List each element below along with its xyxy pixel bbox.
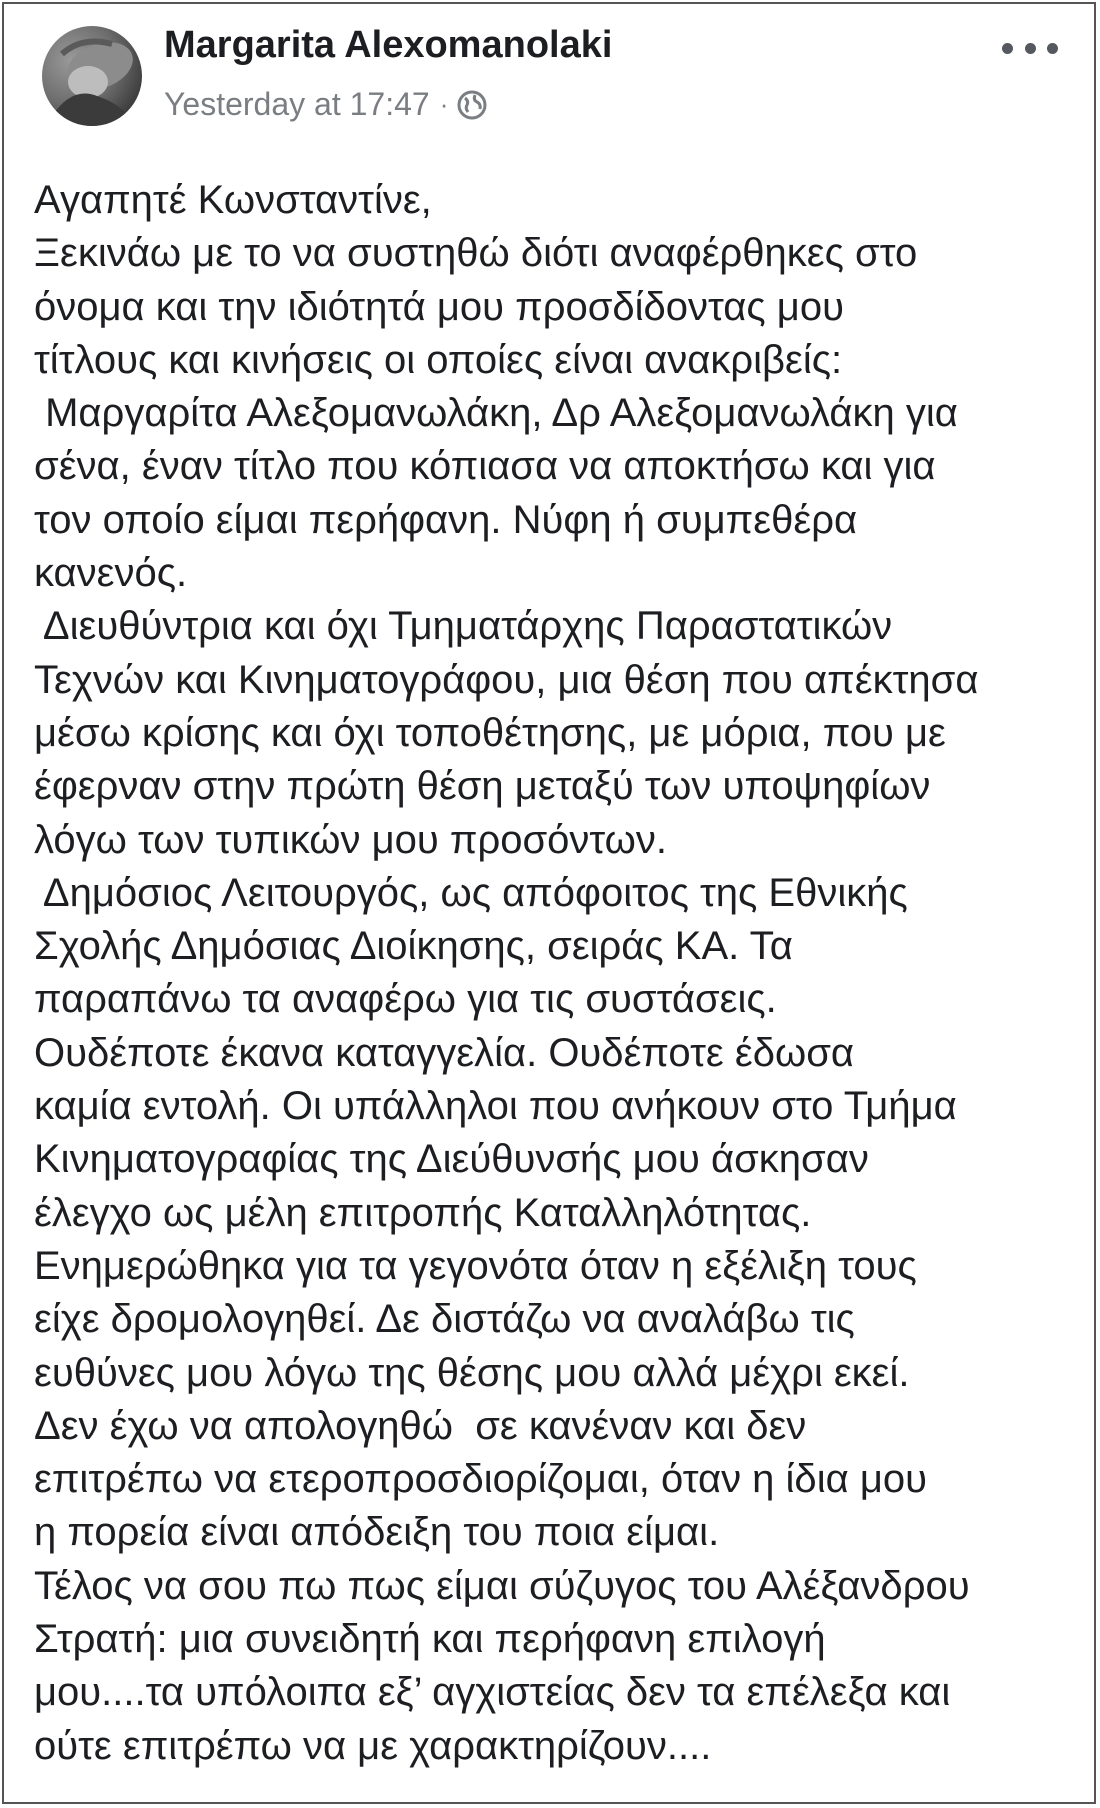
post-line: όνομα και την ιδιότητά μου προσδίδοντας μου <box>34 284 844 329</box>
post-line: επιτρέπω να ετεροπροσδιορίζομαι, όταν η ίδια μου <box>34 1457 927 1502</box>
post-line: Σχολής Δημόσιας Διοίκησης, σειράς ΚΑ. Τα <box>34 924 793 969</box>
post-line: Αγαπητέ Κωνσταντίνε, <box>34 178 432 222</box>
post-line: παραπάνω τα αναφέρω για τις συστάσεις. <box>34 977 777 1022</box>
post-line: έφερναν στην πρώτη θέση μεταξύ των υποψηφίων <box>34 764 931 809</box>
facebook-post-card <box>2 2 1096 1804</box>
post-line: Μαργαρίτα Αλεξομανωλάκη, Δρ Αλεξομανωλάκη για <box>34 391 958 436</box>
more-options-dot <box>1025 43 1036 54</box>
author-avatar[interactable] <box>42 26 142 126</box>
post-line: ούτε επιτρέπω να με χαρακτηρίζουν.... <box>34 1723 712 1768</box>
post-line: η πορεία είναι απόδειξη του ποια είμαι. <box>34 1510 720 1555</box>
post-line: μέσω κρίσης και όχι τοποθέτησης, με μόρια, που με <box>34 710 946 755</box>
post-line: καμία εντολή. Οι υπάλληλοι που ανήκουν στο Τμήμα <box>34 1084 957 1129</box>
post-meta <box>164 86 488 123</box>
post-line: έλεγχο ως μέλη επιτροπής Καταλληλότητας. <box>34 1190 812 1235</box>
post-line: Δεν έχω να απολογηθώ σε κανέναν και δεν <box>34 1403 807 1448</box>
post-line: σένα, έναν τίτλο που κόπιασα να αποκτήσω και για <box>34 444 936 489</box>
post-line: Τεχνών και Κινηματογράφου, μια θέση που απέκτησα <box>34 657 979 702</box>
meta-separator: · <box>439 89 449 119</box>
post-line: Ξεκινάω με το να συστηθώ διότι αναφέρθηκες στο <box>34 231 918 276</box>
post-line: ευθύνες μου λόγω της θέσης μου αλλά μέχρι εκεί. <box>34 1350 910 1395</box>
post-line: Στρατή: μια συνειδητή και περήφανη επιλογή <box>34 1617 826 1662</box>
more-options-dot <box>1002 43 1013 54</box>
post-line: Τέλος να σου πω πως είμαι σύζυγος του Αλέξανδρου <box>34 1563 970 1608</box>
globe-icon <box>456 89 488 121</box>
post-line: είχε δρομολογηθεί. Δε διστάζω να αναλάβω τις <box>34 1297 855 1342</box>
post-line: τίτλους και κινήσεις οι οποίες είναι ανακριβείς: <box>34 337 843 382</box>
post-line: Ουδέποτε έκανα καταγγελία. Ουδέποτε έδωσα <box>34 1030 854 1075</box>
post-timestamp[interactable]: Yesterday at 17:47 <box>164 86 430 122</box>
post-line: κανενός. <box>34 551 188 596</box>
post-line: Ενημερώθηκα για τα γεγονότα όταν η εξέλιξη τους <box>34 1243 917 1288</box>
author-name[interactable]: Margarita Alexomanolaki <box>164 24 613 66</box>
post-line: Δημόσιος Λειτουργός, ως απόφοιτος της Εθνικής <box>34 870 908 915</box>
post-line: μου....τα υπόλοιπα εξ’ αγχιστείας δεν τα επέλεξα και <box>34 1670 951 1715</box>
post-line: λόγω των τυπικών μου προσόντων. <box>34 817 667 862</box>
post-line: Διευθύντρια και όχι Τμηματάρχης Παραστατικών <box>34 604 893 649</box>
more-options-dot <box>1047 43 1058 54</box>
more-options-icon[interactable] <box>1002 34 1058 62</box>
post-text <box>34 174 1074 1773</box>
post-line: Κινηματογραφίας της Διεύθυνσής μου άσκησαν <box>34 1137 869 1182</box>
post-line: τον οποίο είμαι περήφανη. Νύφη ή συμπεθέρα <box>34 497 858 542</box>
